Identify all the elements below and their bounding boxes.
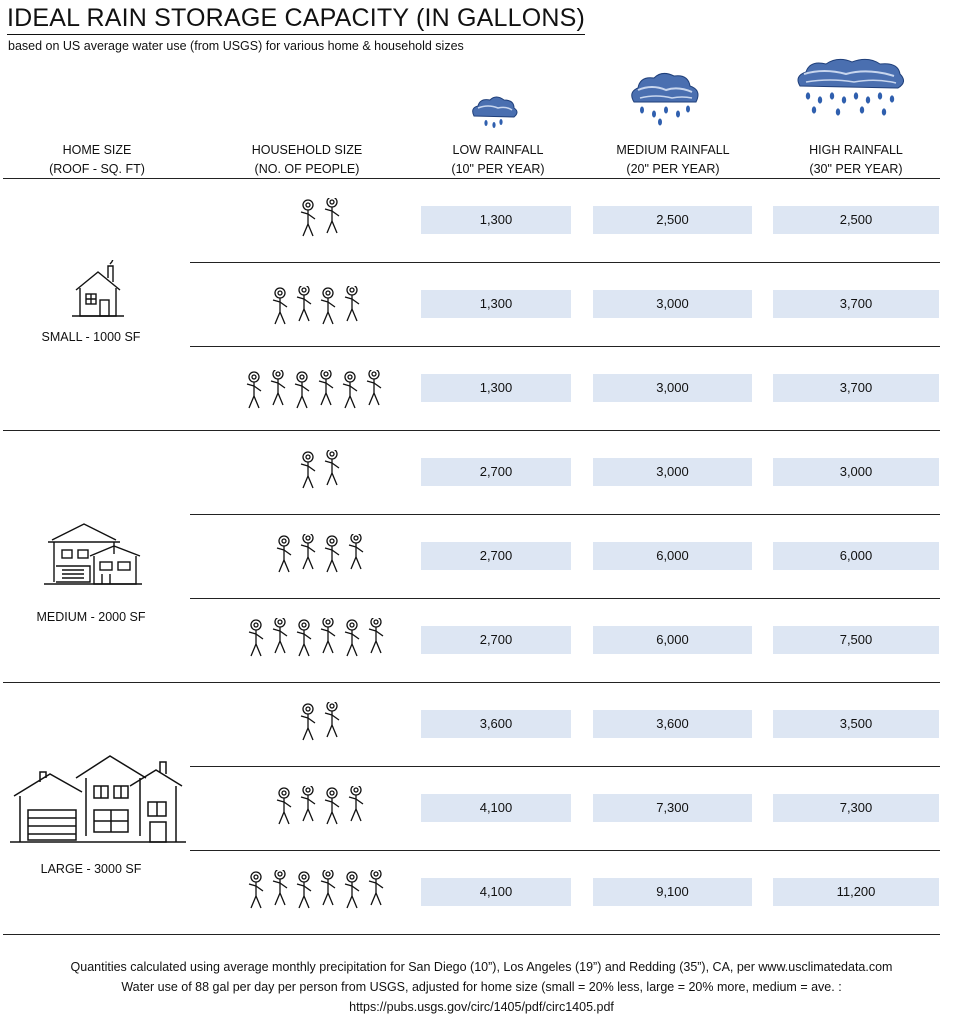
value-cell: 3,000 xyxy=(593,290,752,318)
header-household-size-line1: HOUSEHOLD SIZE xyxy=(251,143,363,157)
page-subtitle: based on US average water use (from USGS) for various home & household sizes xyxy=(8,39,464,53)
value-cell: 2,700 xyxy=(421,458,571,486)
stick-figure-icon xyxy=(298,450,318,490)
stick-figure-icon xyxy=(364,370,384,410)
stick-figure-icon xyxy=(322,450,342,490)
stick-figure-icon xyxy=(322,534,342,574)
household-people xyxy=(298,702,342,742)
value-cell: 3,000 xyxy=(593,374,752,402)
large-house-icon xyxy=(10,752,186,848)
value-cell: 1,300 xyxy=(421,290,571,318)
stick-figure-icon xyxy=(322,198,342,238)
stick-figure-icon xyxy=(342,618,362,658)
row-divider xyxy=(190,346,940,347)
household-people xyxy=(274,786,366,826)
footnote xyxy=(0,957,963,1017)
header-high-rainfall-line2: (30" PER YEAR) xyxy=(809,162,903,176)
header-low-rainfall-line1: LOW RAINFALL xyxy=(452,143,544,157)
stick-figure-icon xyxy=(322,786,342,826)
page-title: IDEAL RAIN STORAGE CAPACITY (IN GALLONS) xyxy=(7,4,585,35)
row-divider xyxy=(190,262,940,263)
header-medium-rainfall-line1: MEDIUM RAINFALL xyxy=(616,143,730,157)
stick-figure-icon xyxy=(274,534,294,574)
header-rule xyxy=(3,178,940,179)
row-divider xyxy=(190,766,940,767)
rain-cloud-medium-icon xyxy=(628,70,702,130)
footnote-link[interactable]: https://pubs.usgs.gov/circ/1405/pdf/circ1405.pdf xyxy=(349,1000,614,1014)
stick-figure-icon xyxy=(366,618,386,658)
stick-figure-icon xyxy=(294,618,314,658)
value-cell: 3,500 xyxy=(773,710,939,738)
home-size-label-large: LARGE - 3000 SF xyxy=(40,862,142,876)
household-people xyxy=(244,370,384,410)
home-size-label-small: SMALL - 1000 SF xyxy=(41,330,141,344)
stick-figure-icon xyxy=(270,870,290,910)
stick-figure-icon xyxy=(274,786,294,826)
table-bottom-rule xyxy=(3,934,940,935)
value-cell: 3,000 xyxy=(773,458,939,486)
household-people xyxy=(270,286,362,326)
header-high-rainfall xyxy=(776,141,936,179)
header-household-size xyxy=(227,141,387,179)
value-cell: 2,500 xyxy=(773,206,939,234)
group-divider xyxy=(3,682,940,683)
stick-figure-icon xyxy=(270,618,290,658)
stick-figure-icon xyxy=(298,702,318,742)
stick-figure-icon xyxy=(244,370,264,410)
value-cell: 3,000 xyxy=(593,458,752,486)
row-divider xyxy=(190,598,940,599)
value-cell: 3,600 xyxy=(421,710,571,738)
stick-figure-icon xyxy=(246,870,266,910)
header-medium-rainfall-line2: (20" PER YEAR) xyxy=(626,162,720,176)
stick-figure-icon xyxy=(298,534,318,574)
header-high-rainfall-line1: HIGH RAINFALL xyxy=(809,143,903,157)
value-cell: 7,300 xyxy=(593,794,752,822)
footnote-line: Quantities calculated using average monthly precipitation for San Diego (10”), Los Angeles (19”) and Redding (35”), CA, per www.usclimatedata.com xyxy=(70,960,893,974)
stick-figure-icon xyxy=(270,286,290,326)
household-people xyxy=(246,870,386,910)
stick-figure-icon xyxy=(268,370,288,410)
value-cell: 3,700 xyxy=(773,290,939,318)
header-home-size-line2: (ROOF - SQ. FT) xyxy=(49,162,145,176)
rain-cloud-large-icon xyxy=(794,56,906,122)
value-cell: 3,700 xyxy=(773,374,939,402)
value-cell: 2,700 xyxy=(421,542,571,570)
stick-figure-icon xyxy=(298,786,318,826)
value-cell: 6,000 xyxy=(593,542,752,570)
value-cell: 9,100 xyxy=(593,878,752,906)
header-medium-rainfall xyxy=(593,141,753,179)
header-low-rainfall-line2: (10" PER YEAR) xyxy=(451,162,545,176)
stick-figure-icon xyxy=(246,618,266,658)
header-home-size xyxy=(17,141,177,179)
stick-figure-icon xyxy=(346,534,366,574)
stick-figure-icon xyxy=(294,870,314,910)
household-people xyxy=(274,534,366,574)
home-size-label-medium: MEDIUM - 2000 SF xyxy=(36,610,146,624)
footnote-line: Water use of 88 gal per day per person from USGS, adjusted for home size (small = 20% less, large = 20% more, medium = ave. : xyxy=(121,980,842,994)
household-people xyxy=(298,198,342,238)
header-household-size-line2: (NO. OF PEOPLE) xyxy=(254,162,360,176)
header-low-rainfall xyxy=(418,141,578,179)
stick-figure-icon xyxy=(318,618,338,658)
rain-cloud-small-icon xyxy=(468,94,520,134)
small-house-icon xyxy=(70,260,126,320)
value-cell: 1,300 xyxy=(421,206,571,234)
value-cell: 1,300 xyxy=(421,374,571,402)
stick-figure-icon xyxy=(340,370,360,410)
stick-figure-icon xyxy=(366,870,386,910)
medium-house-icon xyxy=(44,518,144,590)
stick-figure-icon xyxy=(316,370,336,410)
value-cell: 6,000 xyxy=(773,542,939,570)
stick-figure-icon xyxy=(298,198,318,238)
stick-figure-icon xyxy=(346,786,366,826)
group-divider xyxy=(3,430,940,431)
header-home-size-line1: HOME SIZE xyxy=(62,143,132,157)
row-divider xyxy=(190,850,940,851)
value-cell: 4,100 xyxy=(421,878,571,906)
stick-figure-icon xyxy=(318,286,338,326)
value-cell: 2,700 xyxy=(421,626,571,654)
value-cell: 7,500 xyxy=(773,626,939,654)
value-cell: 7,300 xyxy=(773,794,939,822)
household-people xyxy=(246,618,386,658)
household-people xyxy=(298,450,342,490)
value-cell: 2,500 xyxy=(593,206,752,234)
value-cell: 6,000 xyxy=(593,626,752,654)
row-divider xyxy=(190,514,940,515)
stick-figure-icon xyxy=(292,370,312,410)
stick-figure-icon xyxy=(318,870,338,910)
stick-figure-icon xyxy=(342,870,362,910)
value-cell: 3,600 xyxy=(593,710,752,738)
value-cell: 4,100 xyxy=(421,794,571,822)
stick-figure-icon xyxy=(294,286,314,326)
value-cell: 11,200 xyxy=(773,878,939,906)
stick-figure-icon xyxy=(342,286,362,326)
stick-figure-icon xyxy=(322,702,342,742)
